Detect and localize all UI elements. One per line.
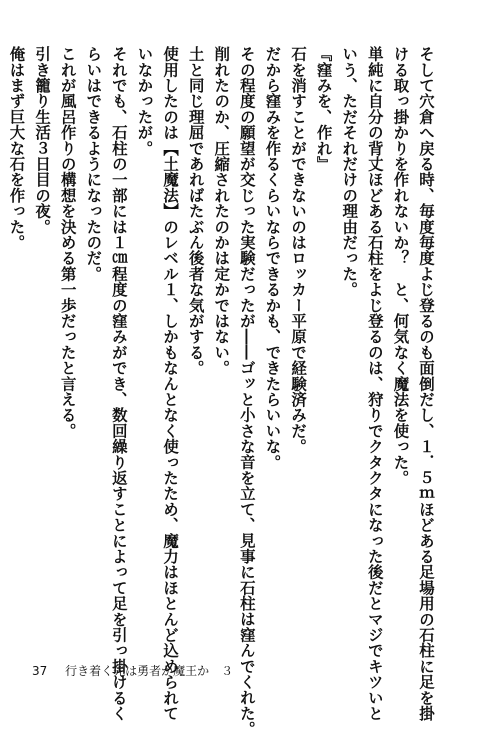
- text-line: 使用したのは【土魔法】のレベル１、しかもなんとなく使ったため、魔力はほとんど込められて: [161, 46, 180, 722]
- text-line: 単純に自分の背丈ほどある石柱をよじ登るのは、狩りでクタクタになった後だとマジでキツいと: [365, 46, 384, 722]
- text-line: だから窪みを作るくらいならできるかも、できたらいいな。: [263, 46, 282, 470]
- book-title: 行き着く先は勇者か魔王か ３: [65, 664, 234, 678]
- text-line: 『窪みを、作れ』: [314, 46, 333, 172]
- text-line: 土と同じ理屈であればたぶん後者な気がする。: [186, 46, 205, 376]
- text-line: 引き籠り生活３日目の夜。: [33, 46, 52, 235]
- text-line: 削れたのか、圧縮されたのかは定かではない。: [212, 46, 231, 376]
- text-line: ける取っ掛かりを作れないか？ と、何気なく魔法を使った。: [391, 46, 410, 486]
- text-line: らいはできるようになったのだ。: [84, 46, 103, 282]
- text-line: 石を消すことができないのはロッカー平原で経験済みだ。: [289, 46, 308, 455]
- page-footer: [32, 662, 233, 679]
- page-number: 37: [32, 664, 48, 678]
- text-line: それでも、石柱の一部には１㎝程度の窪みができ、数回繰り返すことによって足を引っ掛けるく: [109, 46, 128, 722]
- text-line: そして穴倉へ戻る時、毎度毎度よじ登るのも面倒だし、１．５ｍほどある足場用の石柱に足を掛: [417, 46, 435, 722]
- text-line: 俺はまず巨大な石を作った。: [7, 46, 26, 251]
- text-line: その程度の願望が交じった実験だったが――ゴッと小さな音を立て、見事に石柱は窪んでくれた。: [237, 46, 256, 737]
- text-line: いう、ただそれだけの理由だった。: [340, 46, 359, 298]
- text-line: これが風呂作りの構想を決める第一歩だったと言える。: [58, 46, 77, 439]
- text-line: いなかったが。: [135, 46, 154, 156]
